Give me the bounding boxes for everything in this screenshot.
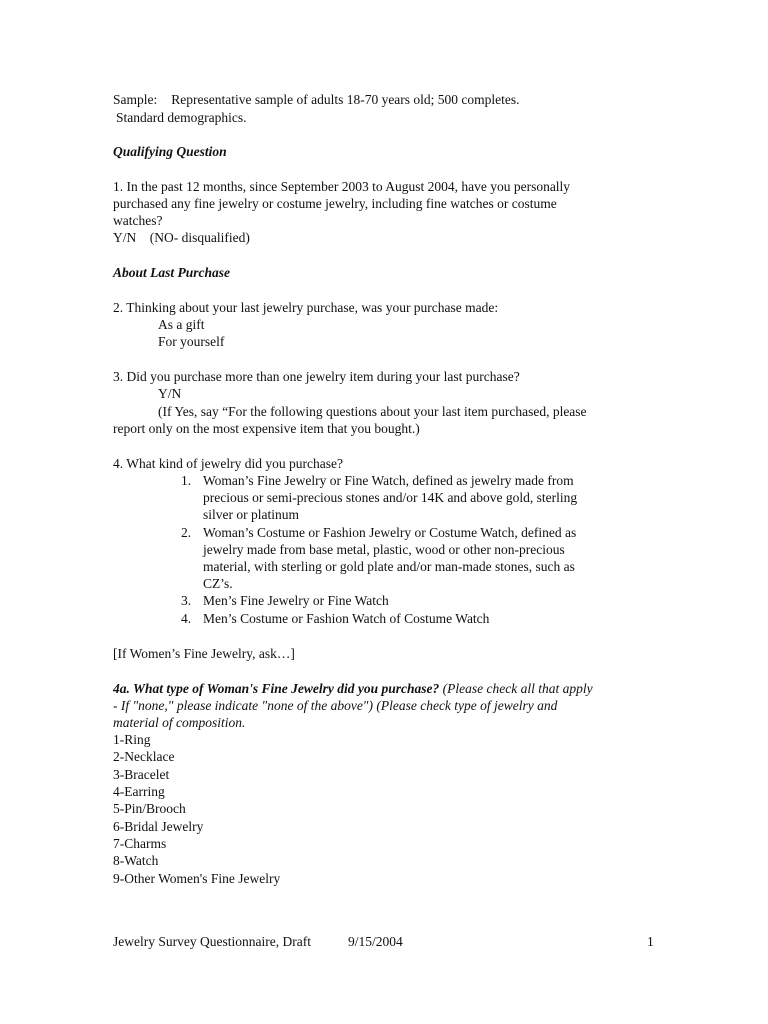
q4-option-number: 4.: [181, 611, 192, 626]
list-item: 2-Necklace: [113, 749, 175, 764]
q4-text: 4. What kind of jewelry did you purchase?: [113, 456, 343, 471]
last-purchase-heading: About Last Purchase: [113, 265, 231, 280]
q1-answer: Y/N (NO- disqualified): [113, 230, 250, 245]
q2-option-yourself: For yourself: [158, 334, 225, 349]
q4-option-text: Men’s Costume or Fashion Watch of Costume Watch: [203, 611, 490, 626]
q1-line1: 1. In the past 12 months, since September 2003 to August 2004, have you personally: [113, 179, 571, 194]
q2-text: 2. Thinking about your last jewelry purchase, was your purchase made:: [113, 300, 499, 315]
q1-line3: watches?: [113, 213, 163, 228]
q4-option-2-line4: CZ’s.: [203, 576, 233, 591]
list-item: 8-Watch: [113, 853, 159, 868]
sample-text: Representative sample of adults 18-70 years old; 500 completes.: [171, 92, 520, 107]
q1-line2: purchased any fine jewelry or costume jewelry, including fine watches or costume: [113, 196, 557, 211]
q4-option-text: Woman’s Costume or Fashion Jewelry or Costume Watch, defined as: [203, 525, 577, 540]
footer-date: 9/15/2004: [348, 934, 403, 949]
q3-note-line2: report only on the most expensive item that you bought.): [113, 421, 420, 436]
sample-demographics: Standard demographics.: [116, 110, 247, 125]
q4-option-2-line3: material, with sterling or gold plate and/or man-made stones, such as: [203, 559, 575, 574]
footer-page-number: 1: [647, 934, 654, 949]
sample-label: Sample:: [113, 92, 158, 107]
q4-option-2-line2: jewelry made from base metal, plastic, wood or other non-precious: [203, 542, 565, 557]
qualifying-heading: Qualifying Question: [113, 144, 227, 159]
q4a-line2: - If "none," please indicate "none of the above") (Please check type of jewelry and: [113, 698, 558, 713]
q4-option-4: [181, 610, 489, 627]
q4-option-1: [181, 472, 574, 489]
list-item: 3-Bracelet: [113, 767, 170, 782]
list-item: 4-Earring: [113, 784, 165, 799]
q4-option-3: [181, 592, 389, 609]
q4a-line1: [113, 680, 593, 697]
q3-answer: Y/N: [158, 386, 182, 401]
q3-text: 3. Did you purchase more than one jewelry item during your last purchase?: [113, 369, 520, 384]
list-item: 7-Charms: [113, 836, 167, 851]
q4a-line3: material of composition.: [113, 715, 246, 730]
footer-title: Jewelry Survey Questionnaire, Draft: [113, 934, 311, 949]
list-item: 9-Other Women's Fine Jewelry: [113, 871, 281, 886]
q4-option-text: Men’s Fine Jewelry or Fine Watch: [203, 593, 389, 608]
q4a-question: 4a. What type of Woman's Fine Jewelry did you purchase?: [113, 681, 440, 696]
q4-option-number: 3.: [181, 593, 192, 608]
q4-option-number: 1.: [181, 473, 192, 488]
q4-option-1-line2: precious or semi-precious stones and/or 14K and above gold, sterling: [203, 490, 578, 505]
list-item: 6-Bridal Jewelry: [113, 819, 204, 834]
list-item: 1-Ring: [113, 732, 151, 747]
q4a-instructions: (Please check all that apply: [439, 681, 593, 696]
list-item: 5-Pin/Brooch: [113, 801, 186, 816]
q4-option-2: [181, 524, 576, 541]
q3-note-line1: (If Yes, say “For the following questions about your last item purchased, please: [158, 404, 587, 419]
q4-option-1-line3: silver or platinum: [203, 507, 299, 522]
q2-option-gift: As a gift: [158, 317, 205, 332]
q4-option-text: Woman’s Fine Jewelry or Fine Watch, defined as jewelry made from: [203, 473, 574, 488]
sample-line: [113, 91, 520, 108]
womens-fine-intro: [If Women’s Fine Jewelry, ask…]: [113, 646, 295, 661]
q4-option-number: 2.: [181, 525, 192, 540]
